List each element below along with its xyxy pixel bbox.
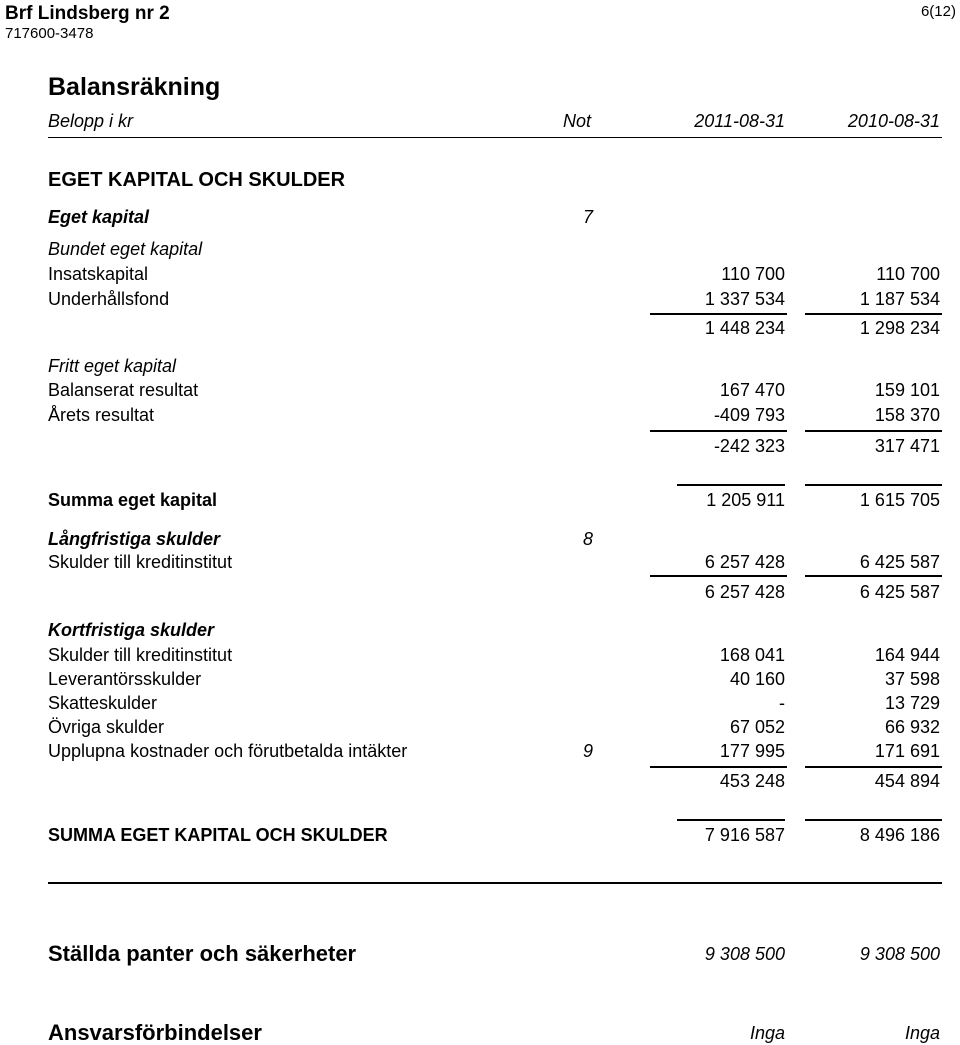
row-label: Upplupna kostnader och förutbetalda intäkter bbox=[48, 741, 408, 761]
row-value-year2: 171 691 bbox=[874, 741, 940, 761]
equity-total-label: Summa eget kapital bbox=[48, 490, 218, 510]
column-header-note: Not bbox=[563, 111, 592, 131]
row-note: 9 bbox=[583, 741, 594, 761]
subtotal-rule bbox=[650, 430, 787, 432]
column-header-label: Belopp i kr bbox=[48, 111, 134, 131]
grand-total-year1: 7 916 587 bbox=[704, 825, 785, 845]
equity-note: 7 bbox=[583, 207, 594, 227]
row-label: Övriga skulder bbox=[48, 717, 165, 737]
total-rule bbox=[677, 819, 785, 821]
row-label: Skulder till kreditinstitut bbox=[48, 552, 233, 572]
row-label: Leverantörsskulder bbox=[48, 669, 202, 689]
row-value-year1: 67 052 bbox=[729, 717, 785, 737]
column-header-year2: 2010-08-31 bbox=[847, 111, 940, 131]
pledged-year1: 9 308 500 bbox=[704, 944, 785, 964]
row-label: Skatteskulder bbox=[48, 693, 158, 713]
row-value-year1: 40 160 bbox=[729, 669, 785, 689]
company-name: Brf Lindsberg nr 2 bbox=[5, 3, 170, 24]
row-value-year1: 177 995 bbox=[719, 741, 785, 761]
row-value-year1: 6 257 428 bbox=[704, 552, 785, 572]
contingent-year1: Inga bbox=[749, 1023, 785, 1043]
row-value-year1: 1 337 534 bbox=[704, 289, 785, 309]
equity-total-year2: 1 615 705 bbox=[859, 490, 940, 510]
row-value-year2: 13 729 bbox=[884, 693, 940, 713]
header-rule bbox=[48, 137, 942, 138]
row-value-year2: 110 700 bbox=[876, 264, 940, 284]
subtotal-year1: 453 248 bbox=[719, 771, 785, 791]
subtotal-year1: 1 448 234 bbox=[704, 318, 785, 338]
bound-equity-heading: Bundet eget kapital bbox=[48, 239, 203, 259]
subtotal-rule bbox=[650, 766, 787, 768]
row-value-year2: 66 932 bbox=[884, 717, 940, 737]
equity-total-year1: 1 205 911 bbox=[706, 490, 785, 510]
subtotal-rule bbox=[805, 313, 942, 315]
page-number: 6(12) bbox=[920, 3, 956, 20]
row-label: Insatskapital bbox=[48, 264, 149, 284]
pledged-label: Ställda panter och säkerheter bbox=[48, 941, 357, 966]
subtotal-year1: 6 257 428 bbox=[704, 582, 785, 602]
contingent-label: Ansvarsförbindelser bbox=[48, 1020, 262, 1045]
row-label: Underhållsfond bbox=[48, 289, 170, 309]
row-value-year1: 168 041 bbox=[719, 645, 785, 665]
total-rule bbox=[677, 484, 785, 486]
total-rule bbox=[805, 819, 942, 821]
total-rule bbox=[805, 484, 942, 486]
row-value-year1: 110 700 bbox=[721, 264, 785, 284]
row-label: Skulder till kreditinstitut bbox=[48, 645, 233, 665]
row-value-year2: 37 598 bbox=[884, 669, 940, 689]
row-value-year2: 159 101 bbox=[874, 380, 940, 400]
pledged-year2: 9 308 500 bbox=[859, 944, 940, 964]
row-value-year2: 164 944 bbox=[874, 645, 940, 665]
subtotal-rule bbox=[650, 575, 787, 577]
row-value-year1: -409 793 bbox=[713, 405, 785, 425]
grand-total-year2: 8 496 186 bbox=[859, 825, 940, 845]
section-heading: EGET KAPITAL OCH SKULDER bbox=[48, 169, 346, 191]
row-value-year2: 1 187 534 bbox=[859, 289, 940, 309]
longterm-heading: Långfristiga skulder bbox=[48, 529, 221, 549]
subtotal-rule bbox=[650, 313, 787, 315]
grand-total-label: SUMMA EGET KAPITAL OCH SKULDER bbox=[48, 825, 388, 845]
subtotal-rule bbox=[805, 430, 942, 432]
subtotal-year2: 317 471 bbox=[874, 436, 940, 456]
subtotal-year2: 6 425 587 bbox=[859, 582, 940, 602]
row-value-year2: 6 425 587 bbox=[859, 552, 940, 572]
longterm-note: 8 bbox=[583, 529, 594, 549]
page-title: Balansräkning bbox=[48, 73, 221, 101]
row-value-year1: - bbox=[779, 693, 785, 713]
subtotal-year1: -242 323 bbox=[713, 436, 785, 456]
row-label: Årets resultat bbox=[48, 405, 155, 425]
row-value-year1: 167 470 bbox=[719, 380, 785, 400]
subtotal-year2: 454 894 bbox=[874, 771, 940, 791]
free-equity-heading: Fritt eget kapital bbox=[48, 356, 177, 376]
org-number: 717600-3478 bbox=[5, 25, 94, 42]
column-header-year1: 2011-08-31 bbox=[694, 111, 785, 131]
section-rule bbox=[48, 882, 942, 884]
subtotal-year2: 1 298 234 bbox=[859, 318, 940, 338]
subtotal-rule bbox=[805, 575, 942, 577]
shortterm-heading: Kortfristiga skulder bbox=[48, 620, 215, 640]
row-label: Balanserat resultat bbox=[48, 380, 199, 400]
equity-heading: Eget kapital bbox=[48, 207, 150, 227]
contingent-year2: Inga bbox=[904, 1023, 940, 1043]
row-value-year2: 158 370 bbox=[874, 405, 940, 425]
subtotal-rule bbox=[805, 766, 942, 768]
